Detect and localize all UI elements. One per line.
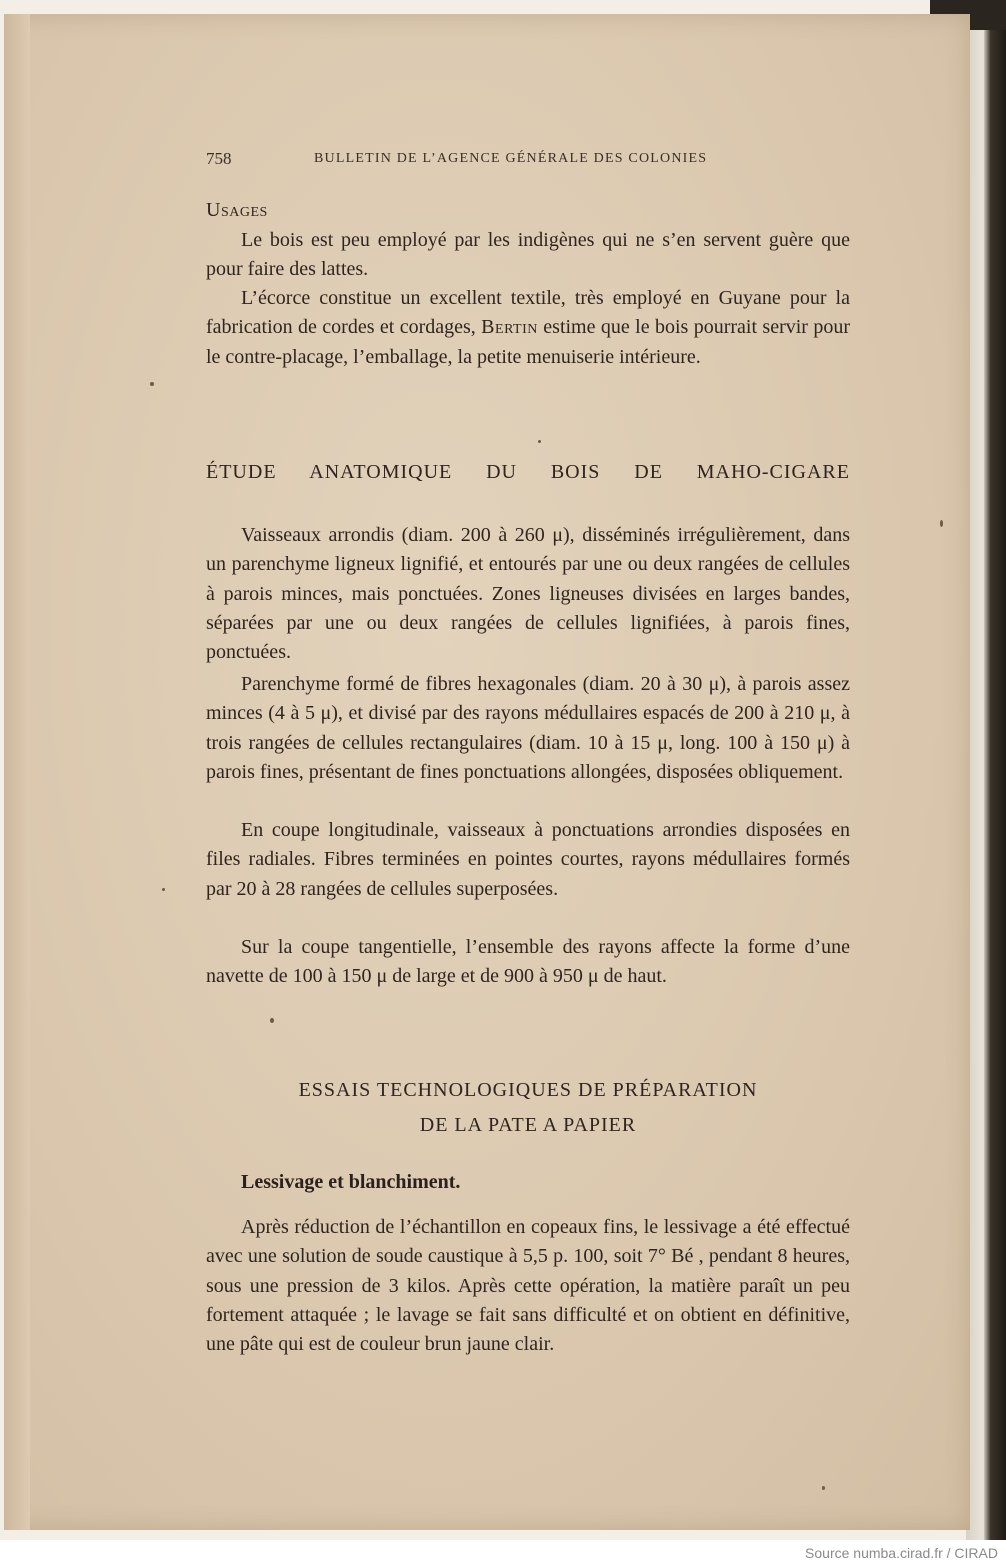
page-number: 758 (206, 149, 232, 168)
usages-heading: Usages (206, 199, 268, 221)
paper-speck (150, 382, 154, 386)
text-run: estime que le bois pourrait servir pour le contre-placage, l’emballage, la petite menuiserie intérieure. (206, 316, 850, 368)
sub-heading: Lessivage et blanchiment. (241, 1171, 461, 1193)
text-run: L’écorce constitue un excellent textile, très employé en Guyane pour la fabrication de cordes et cordages, (206, 287, 850, 339)
usages-paragraph (206, 284, 850, 372)
paper-speck (270, 1018, 274, 1023)
anatomy-paragraph: Sur la coupe tangentielle, l’ensemble des rayons affecte la forme d’une navette de 100 à 150 μ de large et de 900 à 950 μ de haut. (206, 936, 850, 988)
section-heading: ESSAIS TECHNOLOGIQUES DE PRÉPARATION (298, 1079, 758, 1101)
paper-speck (538, 440, 541, 443)
anatomy-paragraph: Vaisseaux arrondis (diam. 200 à 260 μ), disséminés irrégulièrement, dans un parenchyme ligneux lignifié, et entourés par une ou deux rangées de cellules à parois minces, mais ponctuées. Zones ligneuses divisées en larges bandes, séparées par une ou deux rangées de cellules lignifiées, à parois fines, ponctuées. (206, 524, 850, 664)
section-heading: DE LA PATE A PAPIER (419, 1114, 637, 1136)
essais-paragraph: Après réduction de l’échantillon en copeaux fins, le lessivage a été effectué avec une solution de soude caustique à 5,5 p. 100, soit 7° Bé , pendant 8 heures, sous une pression de 3 kilos. Après cette opération, la matière paraît un peu fortement attaquée ; le lavage se fait sans difficulté et on obtient en définitive, une pâte qui est de couleur brun jaune clair. (206, 1216, 850, 1356)
anatomy-paragraph: Parenchyme formé de fibres hexagonales (diam. 20 à 30 μ), à parois assez minces (4 à 5 μ), et divisé par des rayons médullaires espacés de 200 à 210 μ, à trois rangées de cellules rectangulaires (diam. 10 à 15 μ, long. 100 à 150 μ) à parois fines, présentant de fines ponctuations allongées, disposées obliquement. (206, 673, 850, 783)
usages-paragraph: Le bois est peu employé par les indigènes qui ne s’en servent guère que pour faire des lattes. (206, 229, 850, 281)
running-head: BULLETIN DE L’AGENCE GÉNÉRALE DES COLONIES (314, 151, 708, 166)
page-gutter-shadow (4, 14, 30, 1530)
source-credit: Source numba.cirad.fr / CIRAD (805, 1545, 998, 1561)
paper-speck (940, 520, 943, 527)
author-name: Bertin (481, 316, 538, 339)
page-header (206, 149, 850, 171)
paper-speck (162, 888, 165, 891)
section-heading: ÉTUDE ANATOMIQUE DU BOIS DE MAHO-CIGARE (206, 461, 850, 483)
anatomy-paragraph: En coupe longitudinale, vaisseaux à ponctuations arrondies disposées en files radiales. Fibres terminées en pointes courtes, rayons médullaires formés par 20 à 28 rangées de cellules superposées. (206, 819, 850, 900)
book-binding (984, 0, 1006, 1540)
paper-speck (822, 1486, 825, 1490)
